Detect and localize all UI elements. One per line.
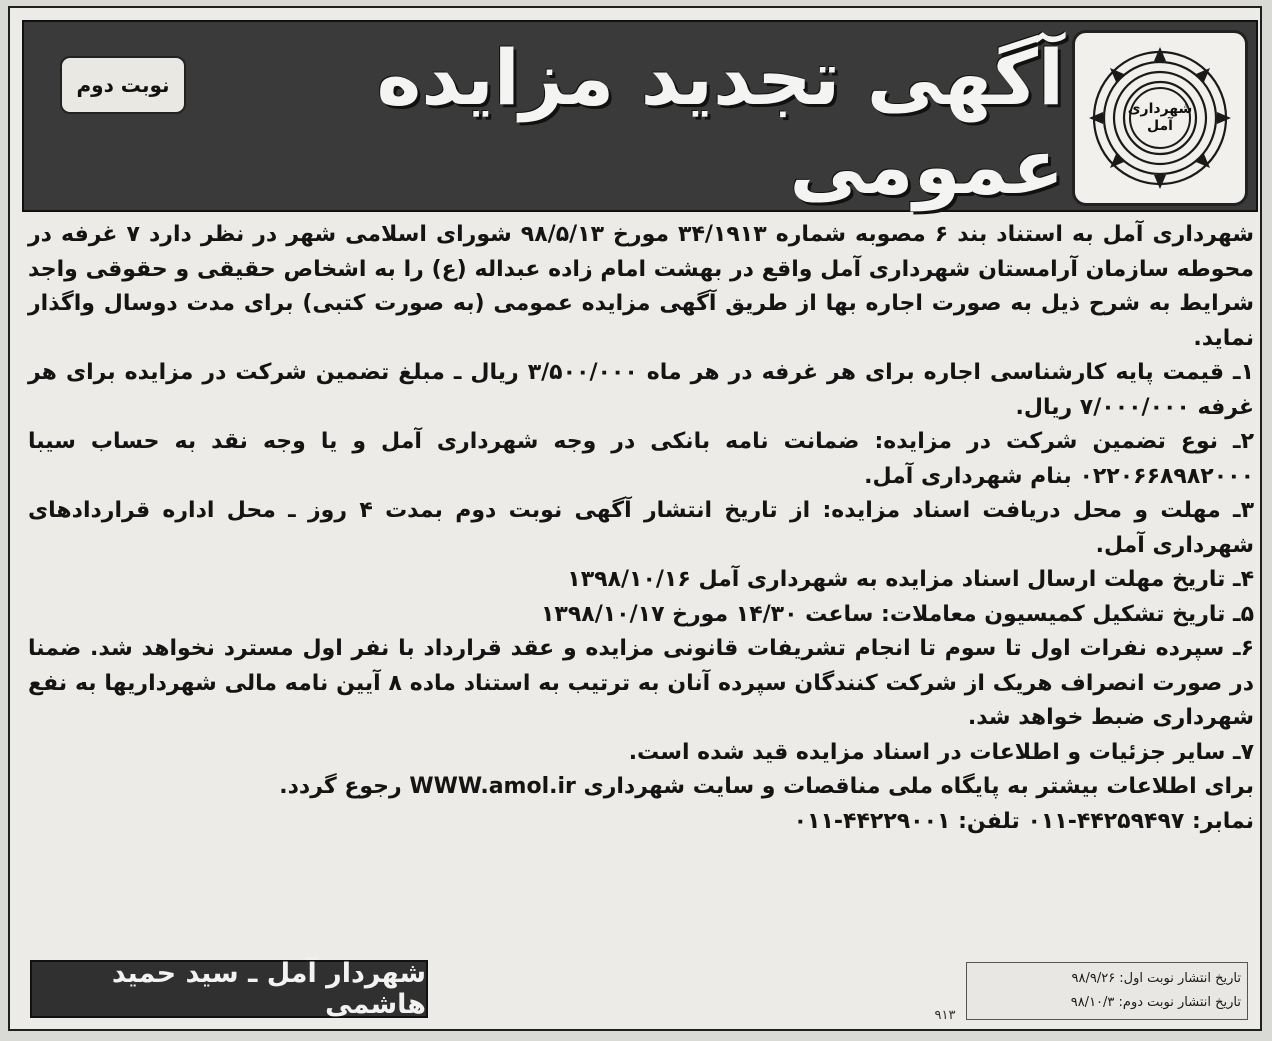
publish-dates bbox=[966, 962, 1248, 1020]
item-7: ۷ـ سایر جزئیات و اطلاعات در اسناد مزایده قید شده است. bbox=[628, 739, 1254, 765]
logo-text: شهرداری آمل bbox=[1127, 101, 1193, 134]
notice-header bbox=[22, 20, 1258, 212]
notice-body bbox=[28, 218, 1254, 954]
mayor-signature: شهردار آمل ـ سید حمید هاشمی bbox=[30, 960, 428, 1018]
first-publish-date: تاریخ انتشار نوبت اول: ۹۸/۹/۲۶ bbox=[1071, 971, 1241, 986]
item-1: ۱ـ قیمت پایه کارشناسی اجاره برای هر غرفه در هر ماه ۳/۵۰۰/۰۰۰ ریال ـ مبلغ تضمین شرکت در مزایده برای هر غرفه ۷/۰۰۰/۰۰۰ ریال. bbox=[28, 360, 1254, 420]
item-2: ۲ـ نوع تضمین شرکت در مزایده: ضمانت نامه بانکی در وجه شهرداری آمل و یا وجه نقد به حساب سیبا ۰۲۲۰۶۶۸۹۸۲۰۰۰ بنام شهرداری آمل. bbox=[28, 429, 1254, 489]
round-badge: نوبت دوم bbox=[60, 56, 186, 114]
more-info-text: برای اطلاعات بیشتر به پایگاه ملی مناقصات و سایت شهرداری WWW.amol.ir رجوع گردد. bbox=[279, 774, 1254, 799]
item-5: ۵ـ تاریخ تشکیل کمیسیون معاملات: ساعت ۱۴/۳۰ مورخ ۱۳۹۸/۱۰/۱۷ bbox=[541, 601, 1254, 627]
municipality-logo bbox=[1072, 30, 1248, 206]
contact-numbers: نمابر: ۴۴۲۵۹۴۹۷-۰۱۱ تلفن: ۴۴۲۲۹۰۰۱-۰۱۱ bbox=[793, 808, 1254, 834]
item-3: ۳ـ مهلت و محل دریافت اسناد مزایده: از تاریخ انتشار آگهی نوبت دوم بمدت ۴ روز ـ محل اداره قراردادهای شهرداری آمل. bbox=[28, 498, 1254, 558]
logo-emblem-icon bbox=[1085, 43, 1235, 193]
item-6: ۶ـ سپرده نفرات اول تا سوم تا انجام تشریفات قانونی مزایده و عقد قرارداد با نفر اول مسترد نخواهد شد. ضمنا در صورت انصراف هریک از شرکت کنندگان سپرده آنان به ترتیب به استناد ماده ۸ آیین نامه مالی شهرداریها به نفع شهرداری ضبط خواهد شد. bbox=[28, 636, 1254, 730]
notice-code: ۹۱۳ bbox=[934, 1008, 956, 1023]
intro-paragraph: شهرداری آمل به استناد بند ۶ مصوبه شماره ۳۴/۱۹۱۳ مورخ ۹۸/۵/۱۳ شورای اسلامی شهر در نظر دارد ۷ غرفه در محوطه سازمان آرامستان شهرداری آمل واقع در بهشت امام زاده عبداله (ع) را به اشخاص حقیقی و حقوقی واجد شرایط به شرح ذیل به صورت اجاره بها از طریق آگهی مزایده عمومی (به صورت کتبی) برای مدت دوسال واگذار نماید. bbox=[28, 222, 1255, 351]
second-publish-date: تاریخ انتشار نوبت دوم: ۹۸/۱۰/۳ bbox=[1070, 995, 1241, 1010]
item-4: ۴ـ تاریخ مهلت ارسال اسناد مزایده به شهرداری آمل ۱۳۹۸/۱۰/۱۶ bbox=[567, 567, 1254, 592]
notice-title: آگهی تجدید مزایده عمومی bbox=[376, 33, 1064, 211]
